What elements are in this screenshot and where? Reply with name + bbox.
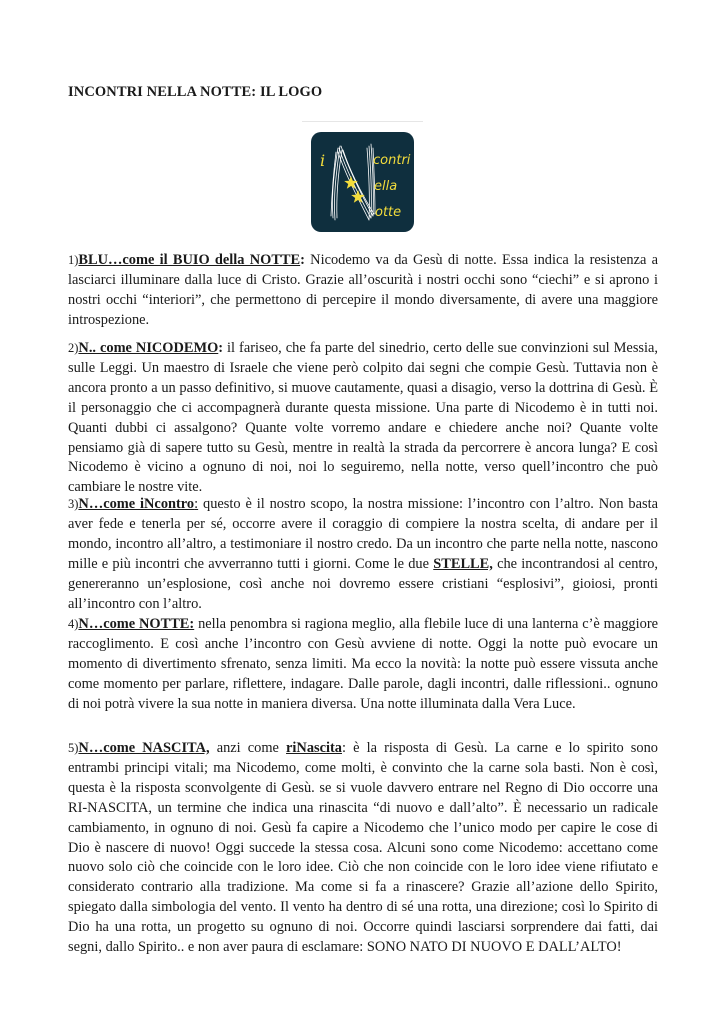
section-number: 3) [68,497,79,511]
logo-frame [302,121,423,234]
section-1-paragraph [68,251,658,331]
heading-colon: : [300,252,305,268]
section-body: è la risposta di Gesù. La carne e lo spirito sono entrambi principi vitali; ma Nicodemo, come molti, è convinto che la carne sola basti. Non è così, questa è la risposta sconvolgente di Gesù. se si vuole davvero entrare nel Regno di Dio occorre una RI-NASCITA, un termine che indica una rinascita “di nuovo e dall’alto”. È necessario un radicale cambiamento, in ognuno di noi. Gesù fa capire a Nicodemo che l’unico modo per capire le cose di Dio è nascere di nuovo! Oggi succede la stessa cosa. Alcuni sono come Nicodemo: accettano come nuovo solo ciò che coincide con le loro idee. Ciò che non coincide con le loro idee viene rifiutato e considerato contrario alla tradizione. Ma come si fa a rinascere? Grazie all’azione dello Spirito, spiegato dalla simbologia del vento. Il vento ha dentro di sé una rotta, una direzione; così lo Spirito di Dio ha una rotta, un progetto su ognuno di noi. Occorre quindi lasciarsi sorprendere dai fatti, dai segni, dallo Spirito.. e non aver paura di esclamare: SONO NATO DI NUOVO E DALL’ALTO! [68,740,658,956]
heading-colon: : [218,340,224,356]
section-connector: anzi come [209,740,287,756]
section-heading-rinascita: riNascita [286,740,342,756]
section-number: 5) [68,741,79,755]
section-heading: N…come iNcontro [78,496,195,512]
section-4-paragraph [68,615,658,715]
logo-word-ella: ella [374,179,398,194]
logo-word-contri: contri [373,153,411,168]
star-icon [351,190,365,203]
section-body: questo è il nostro scopo, la nostra missione: l’incontro con l’altro. Non basta aver fede e tenerla per sé, occorre avere il coraggio di compiere la nostra scelta, di andare per il mondo, incontro all’altro, a testimoniare il nostro credo. Da un incontro che parte nella notte, nascono mille e più incontri che avverranno tutti i giorni. Come le due [68,496,658,572]
incontri-nella-notte-logo [311,132,414,232]
logo-letter-i: i [320,151,326,170]
section-number: 2) [68,341,79,355]
section-body: Nicodemo va da Gesù di notte. Essa indica la resistenza a lasciarci illuminare dalla luce di Cristo. Grazie all’oscurità i nostri occhi sono “ciechi” e si aprono i nostri occhi “interiori”, che permettono di percepire il mondo diversamente, di avere una maggiore introspezione. [68,252,658,328]
section-5-paragraph [68,739,658,958]
heading-colon: : [342,740,346,756]
page-title: INCONTRI NELLA NOTTE: IL LOGO [68,84,323,100]
star-icon [344,176,358,189]
section-body: il fariseo, che fa parte del sinedrio, certo delle sue convinzioni sul Messia, sulle Leggi. Un maestro di Israele che viene però colpito dai segni che compie Gesù. Tuttavia non è ancora pronto a un passo definitivo, si muove cautamente, quasi a disagio, verso la dottrina di Gesù. È il personaggio che ci accompagnerà durante questa missione. Una parte di Nicodemo è in tutti noi. Quanti dubbi ci assalgono? Quante volte vorremo andare e chiedere anche noi? Quante volte pensiamo già di sapere tutto su Gesù, mentre in realtà la strada da percorrere è ancora lunga? E così Nicodemo è vicino a ognuno di noi, noi lo seguiremo, nella notte, verso quell’incontro che può cambiare le nostre vite. [68,340,658,496]
section-body-continued: che incontrandosi al centro, genereranno un’esplosione, così anche noi dovremo essere cristiani “esplosivi”, gioiosi, pronti all’incontro con l’altro. [68,555,658,612]
logo-word-otte: otte [375,205,402,220]
section-number: 4) [68,617,79,631]
section-3-paragraph [68,495,658,614]
section-heading: BLU…come il BUIO della NOTTE [78,252,301,268]
section-2-paragraph [68,339,658,498]
stelle-highlight: STELLE, [433,555,493,572]
logo-graphic [311,132,414,232]
section-body: nella penombra si ragiona meglio, alla flebile luce di una lanterna c’è maggiore raccoglimento. E così anche l’incontro con Gesù avviene di notte. Oggi la notte può evocare un momento di divertimento sfrenato, senza limiti. Ma ecco la novità: la notte può essere vissuta anche come momento per parlare, riflettere, indagare. Dalle parole, dagli incontri, dalle riflessioni.. ognuno di noi potrà vivere la sua notte in maniera diversa. Una notte illuminata dalla Vera Luce. [68,616,658,712]
section-number: 1) [68,253,79,267]
section-heading: N…come NASCITA, [78,740,210,756]
section-heading: N…come NOTTE: [78,616,195,632]
section-heading: N.. come NICODEMO [78,340,219,356]
heading-colon: : [194,496,199,512]
